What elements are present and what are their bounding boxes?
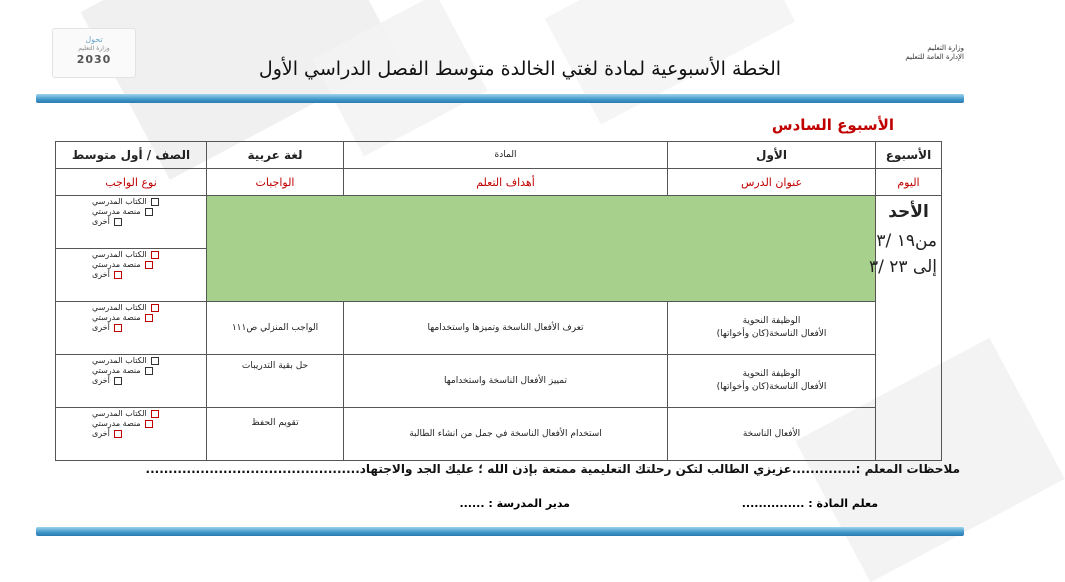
- teacher-signature: معلم المادة : ...............: [741, 497, 878, 510]
- checkbox-icon: [145, 261, 153, 269]
- hw-type-cell: [56, 249, 207, 302]
- table-header-row: [56, 142, 942, 169]
- day-cell: [868, 196, 942, 461]
- checkbox-icon: [114, 218, 122, 226]
- checkbox-icon: [145, 367, 153, 375]
- column-labels-row: [56, 169, 942, 196]
- option-label: الكتاب المدرسي: [92, 409, 147, 418]
- checkbox-book[interactable]: [60, 409, 200, 419]
- bottom-divider-bar: [36, 527, 964, 536]
- lesson-cell: الأفعال الناسخة: [668, 408, 876, 461]
- lesson-line-1: الوظيفة النحوية: [742, 369, 801, 379]
- checkbox-icon: [114, 377, 122, 385]
- ministry-header: [905, 44, 964, 62]
- ministry-name: وزارة التعليم: [927, 44, 964, 52]
- option-label: منصة مدرستي: [92, 260, 141, 269]
- checkbox-icon: [114, 271, 122, 279]
- goals-cell: استخدام الأفعال الناسخة في جمل من انشاء الطالبة: [344, 408, 668, 461]
- day-name: الأحد: [888, 202, 929, 222]
- teacher-notes: ملاحظات المعلم :..............عزيزي الطالب لتكن رحلتك التعليمية ممتعة بإذن الله ؛ عليك الجد والاجتهاد...............................................: [145, 462, 960, 476]
- hw-type-cell: [56, 302, 207, 355]
- day-col-header: اليوم: [876, 169, 942, 196]
- top-divider-bar: [36, 94, 964, 103]
- option-label: الكتاب المدرسي: [92, 303, 147, 312]
- week-col-header: الأسبوع: [876, 142, 942, 169]
- checkbox-icon: [145, 314, 153, 322]
- green-merged-cell: [207, 196, 876, 302]
- option-label: الكتاب المدرسي: [92, 356, 147, 365]
- checkbox-platform[interactable]: [60, 260, 200, 270]
- subject-value: لغة عربية: [207, 142, 344, 169]
- lesson-cell: [668, 302, 876, 355]
- lesson-line-1: الوظيفة النحوية: [742, 316, 801, 326]
- lesson-col-header: عنوان الدرس: [668, 169, 876, 196]
- class-value: الصف / أول متوسط: [56, 142, 207, 169]
- hw-cell: تقويم الحفظ: [207, 408, 344, 461]
- option-label: أخرى: [92, 323, 110, 332]
- logo-subtext: وزارة التعليم: [78, 45, 110, 52]
- hw-type-cell: [56, 196, 207, 249]
- checkbox-other[interactable]: [60, 270, 200, 280]
- option-label: أخرى: [92, 376, 110, 385]
- checkbox-icon: [145, 420, 153, 428]
- goals-col-header: أهداف التعلم: [344, 169, 668, 196]
- day-to: إلى ٢٣ /٣: [868, 257, 937, 277]
- checkbox-other[interactable]: [60, 376, 200, 386]
- checkbox-icon: [114, 324, 122, 332]
- checkbox-icon: [151, 251, 159, 259]
- lesson-cell: [668, 355, 876, 408]
- checkbox-platform[interactable]: [60, 419, 200, 429]
- checkbox-platform[interactable]: [60, 366, 200, 376]
- principal-signature: مدير المدرسة : ......: [459, 497, 570, 510]
- goals-cell: تمييز الأفعال الناسخة واستخدامها: [344, 355, 668, 408]
- option-label: الكتاب المدرسي: [92, 250, 147, 259]
- hw-col-header: الواجبات: [207, 169, 344, 196]
- checkbox-icon: [114, 430, 122, 438]
- checkbox-icon: [151, 357, 159, 365]
- checkbox-icon: [151, 198, 159, 206]
- vision-logo: [52, 28, 136, 78]
- checkbox-book[interactable]: [60, 356, 200, 366]
- option-label: منصة مدرستي: [92, 419, 141, 428]
- checkbox-other[interactable]: [60, 429, 200, 439]
- option-label: الكتاب المدرسي: [92, 197, 147, 206]
- checkbox-icon: [151, 304, 159, 312]
- logo-text: تحول: [85, 35, 103, 44]
- option-label: أخرى: [92, 270, 110, 279]
- checkbox-icon: [145, 208, 153, 216]
- subject-col-header: المادة: [344, 142, 668, 169]
- directorate-name: الإدارة العامة للتعليم: [905, 53, 964, 61]
- hw-type-cell: [56, 408, 207, 461]
- lesson-line-2: الأفعال الناسخة(كان وأخواتها): [716, 382, 827, 392]
- goals-cell: تعرف الأفعال الناسخة وتميزها واستخدامها: [344, 302, 668, 355]
- table-row: [56, 302, 942, 355]
- checkbox-icon: [151, 410, 159, 418]
- checkbox-book[interactable]: [60, 303, 200, 313]
- hw-cell: حل بقية التدريبات: [207, 355, 344, 408]
- hw-type-col-header: نوع الواجب: [56, 169, 207, 196]
- checkbox-platform[interactable]: [60, 207, 200, 217]
- option-label: منصة مدرستي: [92, 366, 141, 375]
- table-row: [56, 355, 942, 408]
- day-from: من١٩ /٣: [876, 231, 937, 251]
- option-label: أخرى: [92, 429, 110, 438]
- logo-year: 2030: [76, 53, 112, 66]
- table-row: [56, 408, 942, 461]
- hw-type-cell: [56, 355, 207, 408]
- table-row: [56, 196, 942, 249]
- checkbox-book[interactable]: [60, 197, 200, 207]
- option-label: منصة مدرستي: [92, 207, 141, 216]
- checkbox-book[interactable]: [60, 250, 200, 260]
- option-label: أخرى: [92, 217, 110, 226]
- hw-cell: الواجب المنزلي ص١١١: [207, 302, 344, 355]
- page-title: الخطة الأسبوعية لمادة لغتي الخالدة متوسط الفصل الدراسي الأول: [258, 58, 782, 80]
- weekly-plan-table: [55, 141, 942, 461]
- checkbox-other[interactable]: [60, 217, 200, 227]
- checkbox-other[interactable]: [60, 323, 200, 333]
- checkbox-platform[interactable]: [60, 313, 200, 323]
- option-label: منصة مدرستي: [92, 313, 141, 322]
- lesson-line-2: الأفعال الناسخة(كان وأخواتها): [716, 329, 827, 339]
- week-label: الأسبوع السادس: [771, 116, 894, 134]
- week-value: الأول: [668, 142, 876, 169]
